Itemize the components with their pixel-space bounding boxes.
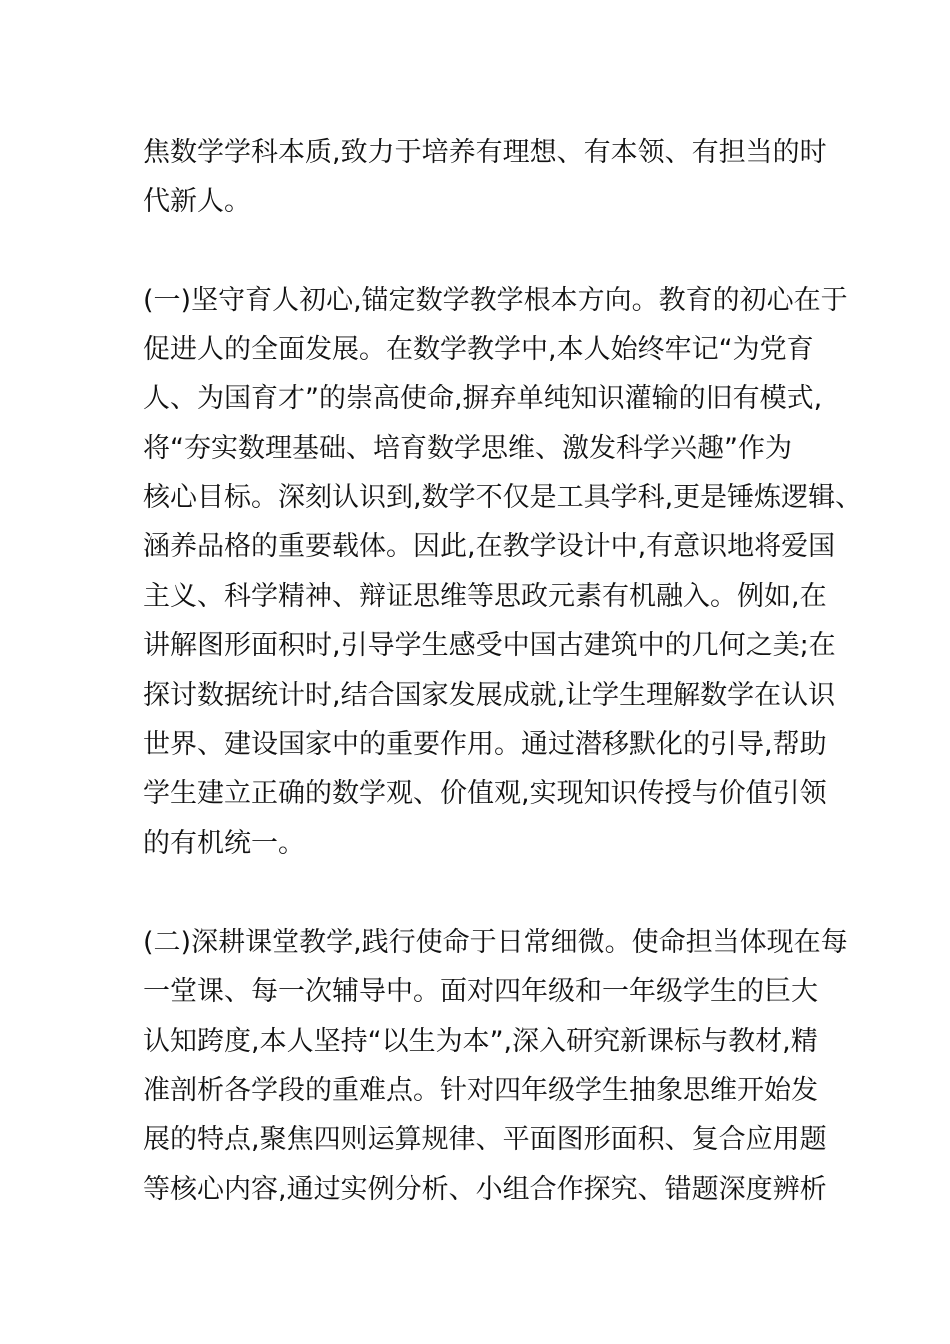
paragraph-1-line-2: 代新人。 — [143, 186, 251, 217]
paragraph-2-line-1: (一)坚守育人初心,锚定数学教学根本方向。教育的初心在于 — [143, 285, 848, 316]
paragraph-3-line-3: 认知跨度,本人坚持“以生为本”,深入研究新课标与教材,精 — [143, 1026, 818, 1057]
paragraph-3-line-2: 一堂课、每一次辅导中。面对四年级和一年级学生的巨大 — [143, 976, 818, 1007]
paragraph-2-line-10: 世界、建设国家中的重要作用。通过潜移默化的引导,帮助 — [143, 729, 827, 760]
paragraph-2-line-8: 讲解图形面积时,引导学生感受中国古建筑中的几何之美;在 — [143, 630, 836, 661]
paragraph-2-line-4: 将“夯实数理基础、培育数学思维、激发科学兴趣”作为 — [143, 433, 792, 464]
paragraph-2-line-12: 的有机统一。 — [143, 828, 305, 859]
paragraph-2-line-9: 探讨数据统计时,结合国家发展成就,让学生理解数学在认识 — [143, 680, 836, 711]
paragraph-3-line-4: 准剖析各学段的重难点。针对四年级学生抽象思维开始发 — [143, 1075, 818, 1106]
paragraph-2-line-3: 人、为国育才”的崇高使命,摒弃单纯知识灌输的旧有模式, — [143, 383, 823, 414]
paragraph-2-line-11: 学生建立正确的数学观、价值观,实现知识传授与价值引领 — [143, 778, 827, 809]
paragraph-3-line-1: (二)深耕课堂教学,践行使命于日常细微。使命担当体现在每 — [143, 927, 848, 958]
paragraph-2-line-6: 涵养品格的重要载体。因此,在教学设计中,有意识地将爱国 — [143, 531, 836, 562]
paragraph-3-line-6: 等核心内容,通过实例分析、小组合作探究、错题深度辨析 — [143, 1174, 827, 1205]
paragraph-2-line-5: 核心目标。深刻认识到,数学不仅是工具学科,更是锤炼逻辑、 — [143, 482, 863, 513]
paragraph-2-line-2: 促进人的全面发展。在数学教学中,本人始终牢记“为党育 — [143, 334, 814, 365]
paragraph-2-line-7: 主义、科学精神、辩证思维等思政元素有机融入。例如,在 — [143, 581, 827, 612]
paragraph-1-line-1: 焦数学学科本质,致力于培养有理想、有本领、有担当的时 — [143, 137, 827, 168]
paragraph-3-line-5: 展的特点,聚焦四则运算规律、平面图形面积、复合应用题 — [143, 1124, 827, 1155]
